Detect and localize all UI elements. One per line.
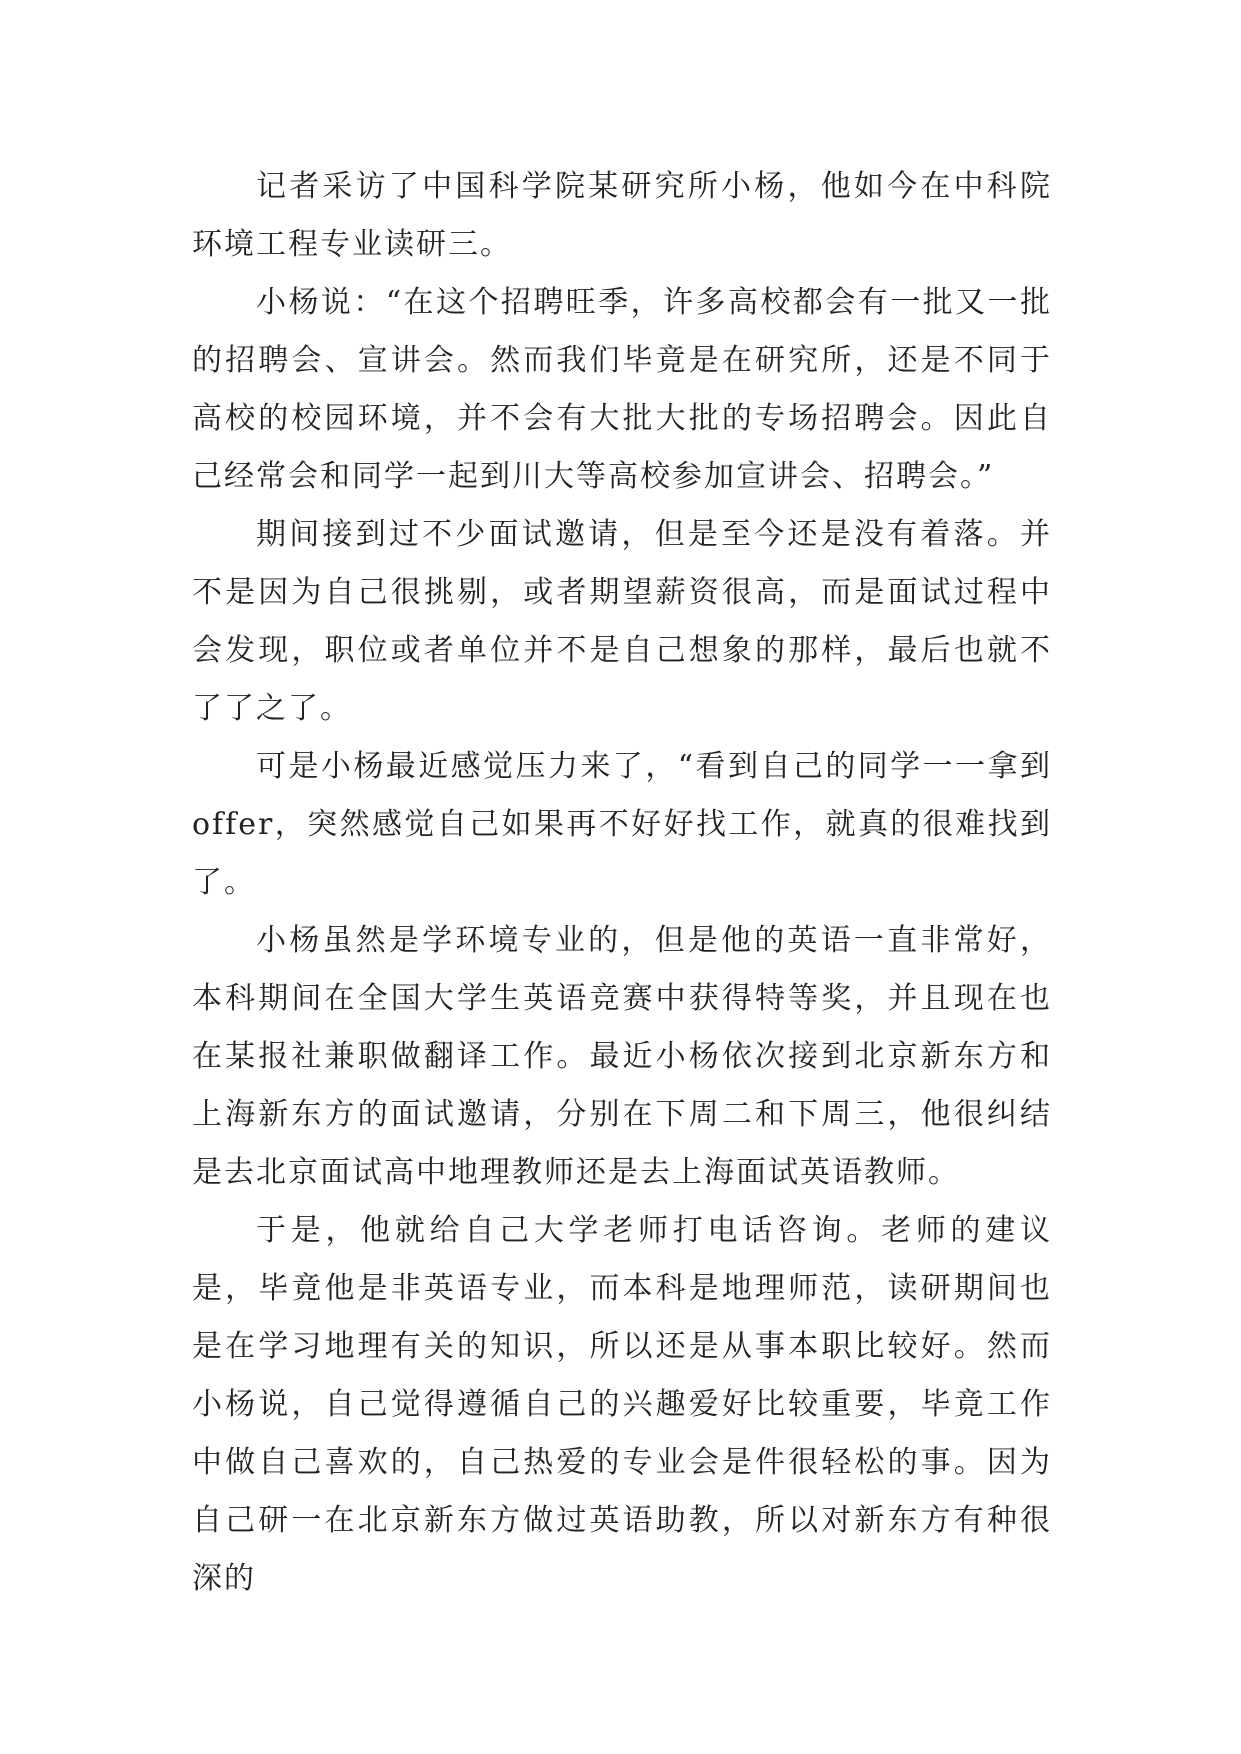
paragraph: 小杨虽然是学环境专业的，但是他的英语一直非常好，本科期间在全国大学生英语竞赛中获得特等奖，并且现在也在某报社兼职做翻译工作。最近小杨依次接到北京新东方和上海新东方的面试邀请，分别在下周二和下周三，他很纠结是去北京面试高中地理教师还是去上海面试英语教师。 bbox=[192, 923, 1052, 1190]
paragraph: 于是，他就给自己大学老师打电话咨询。老师的建议是，毕竟他是非英语专业，而本科是地理师范，读研期间也是在学习地理有关的知识，所以还是从事本职比较好。然而小杨说，自己觉得遵循自己的兴趣爱好比较重要，毕竟工作中做自己喜欢的，自己热爱的专业会是件很轻松的事。因为自己研一在北京新东方做过英语助教，所以对新东方有种很深的 bbox=[192, 1213, 1052, 1596]
document-body bbox=[192, 158, 1052, 1608]
paragraph: 可是小杨最近感觉压力来了，“看到自己的同学一一拿到offer，突然感觉自己如果再不好好找工作，就真的很难找到了。 bbox=[192, 749, 1052, 900]
paragraph: 小杨说：“在这个招聘旺季，许多高校都会有一批又一批的招聘会、宣讲会。然而我们毕竟是在研究所，还是不同于高校的校园环境，并不会有大批大批的专场招聘会。因此自己经常会和同学一起到川大等高校参加宣讲会、招聘会。” bbox=[192, 285, 1052, 494]
paragraph: 记者采访了中国科学院某研究所小杨，他如今在中科院环境工程专业读研三。 bbox=[192, 169, 1052, 262]
paragraph: 期间接到过不少面试邀请，但是至今还是没有着落。并不是因为自己很挑剔，或者期望薪资很高，而是面试过程中会发现，职位或者单位并不是自己想象的那样，最后也就不了了之了。 bbox=[192, 517, 1052, 726]
